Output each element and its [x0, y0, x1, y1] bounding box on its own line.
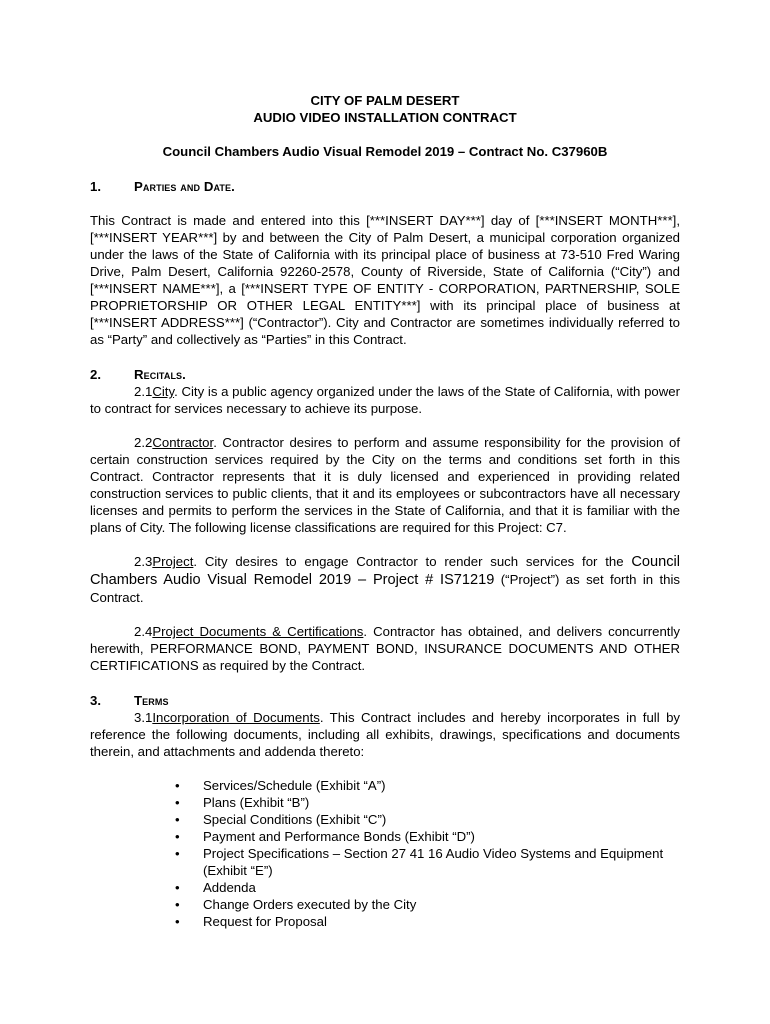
bullet-icon: • [175, 829, 180, 844]
recital-city-paragraph [90, 383, 680, 417]
section-number: 2. [90, 367, 101, 382]
parties-paragraph: This Contract is made and entered into this [***INSERT DAY***] day of [***INSERT MONTH***], [***INSERT YEAR***] by and between the City of Palm Desert, a municipal corporation organized under the laws of the State of California with its principal place of business at 73-510 Fred Waring Drive, Palm Desert, California 92260-2578, County of Riverside, State of California (“City”) and [***INSERT NAME***], a [***INSERT TYPE OF ENTITY - CORPORATION, PARTNERSHIP, SOLE PROPRIETORSHIP OR OTHER LEGAL ENTITY***] with its principal place of business at [***INSERT ADDRESS***] (“Contractor”). City and Contractor are sometimes individually referred to as “Party” and collectively as “Parties” in this Contract. [90, 213, 680, 347]
list-item-text: Request for Proposal [203, 914, 327, 929]
list-item [175, 913, 680, 930]
term-title: Incorporation of Documents [152, 710, 320, 725]
section-2-heading [90, 366, 680, 383]
city-title: CITY OF PALM DESERT [310, 93, 460, 108]
list-item-text: Plans (Exhibit “B”) [203, 795, 310, 810]
recital-term: City [152, 384, 175, 399]
recital-number: 2.3 [134, 554, 153, 569]
recital-number: 2.4 [134, 624, 153, 639]
section-number: 3. [90, 693, 101, 708]
incorporated-documents-list [90, 777, 680, 930]
recital-term: Project [152, 554, 194, 569]
recital-project-paragraph [90, 553, 680, 606]
recital-body: . City desires to engage Contractor to render such services for the [193, 554, 632, 569]
bullet-icon: • [175, 914, 180, 929]
section-title: Parties and Date. [134, 179, 235, 194]
bullet-icon: • [175, 846, 180, 861]
list-item [175, 794, 680, 811]
project-name: Council Chambers Audio Visual Remodel 2019 – Project # IS71219 [90, 554, 680, 588]
recital-body: (“Project”) as set forth in this Contract. [90, 572, 680, 605]
term-body: . This Contract includes and hereby incorporates in full by reference the following documents, including all exhibits, drawings, specifications and documents therein, and attachments and addenda thereto: [90, 710, 680, 759]
list-item [175, 896, 680, 913]
recital-contractor-paragraph [90, 434, 680, 536]
contract-title: AUDIO VIDEO INSTALLATION CONTRACT [253, 110, 517, 125]
recital-documents-paragraph [90, 623, 680, 674]
contract-subtitle: Council Chambers Audio Visual Remodel 2019 – Contract No. C37960B [162, 144, 608, 159]
section-number: 1. [90, 179, 101, 194]
list-item-text: Change Orders executed by the City [203, 897, 417, 912]
list-item-text: Services/Schedule (Exhibit “A”) [203, 778, 386, 793]
list-item [175, 845, 680, 879]
bullet-icon: • [175, 897, 180, 912]
list-item-text: Addenda [203, 880, 256, 895]
bullet-icon: • [175, 812, 180, 827]
recital-body: . Contractor has obtained, and delivers concurrently herewith, PERFORMANCE BOND, PAYMENT BOND, INSURANCE DOCUMENTS AND OTHER CERTIFICATIONS as required by the Contract. [90, 624, 680, 673]
section-1-heading [90, 178, 680, 195]
list-item-text: Special Conditions (Exhibit “C”) [203, 812, 387, 827]
recital-body: . Contractor desires to perform and assume responsibility for the provision of certain construction services required by the City on the terms and conditions set forth in this Contract. Contractor represents that it is duly licensed and experienced in providing related construction services to public clients, that it and its employees or subcontractors have all necessary licenses and permits to perform the services in the State of California, and that it is familiar with the plans of City. The following license classifications are required for this Project: C7. [90, 435, 680, 535]
list-item [175, 828, 680, 845]
term-number: 3.1 [134, 710, 153, 725]
bullet-icon: • [175, 795, 180, 810]
bullet-icon: • [175, 880, 180, 895]
contract-page [90, 92, 680, 930]
recital-number: 2.2 [134, 435, 153, 450]
incorporation-paragraph [90, 709, 680, 760]
recital-term: Contractor [152, 435, 214, 450]
list-item [175, 879, 680, 896]
list-item-text: Project Specifications – Section 27 41 16 Audio Video Systems and Equipment (Exhibit “E”) [203, 846, 664, 878]
section-3-heading [90, 692, 680, 709]
section-title: Terms [134, 693, 169, 708]
list-item [175, 811, 680, 828]
list-item [175, 777, 680, 794]
recital-number: 2.1 [134, 384, 153, 399]
recital-body: . City is a public agency organized under the laws of the State of California, with power to contract for services necessary to achieve its purpose. [90, 384, 680, 416]
list-item-text: Payment and Performance Bonds (Exhibit “D”) [203, 829, 475, 844]
bullet-icon: • [175, 778, 180, 793]
recital-term: Project Documents & Certifications [152, 624, 364, 639]
section-title: Recitals. [134, 367, 186, 382]
